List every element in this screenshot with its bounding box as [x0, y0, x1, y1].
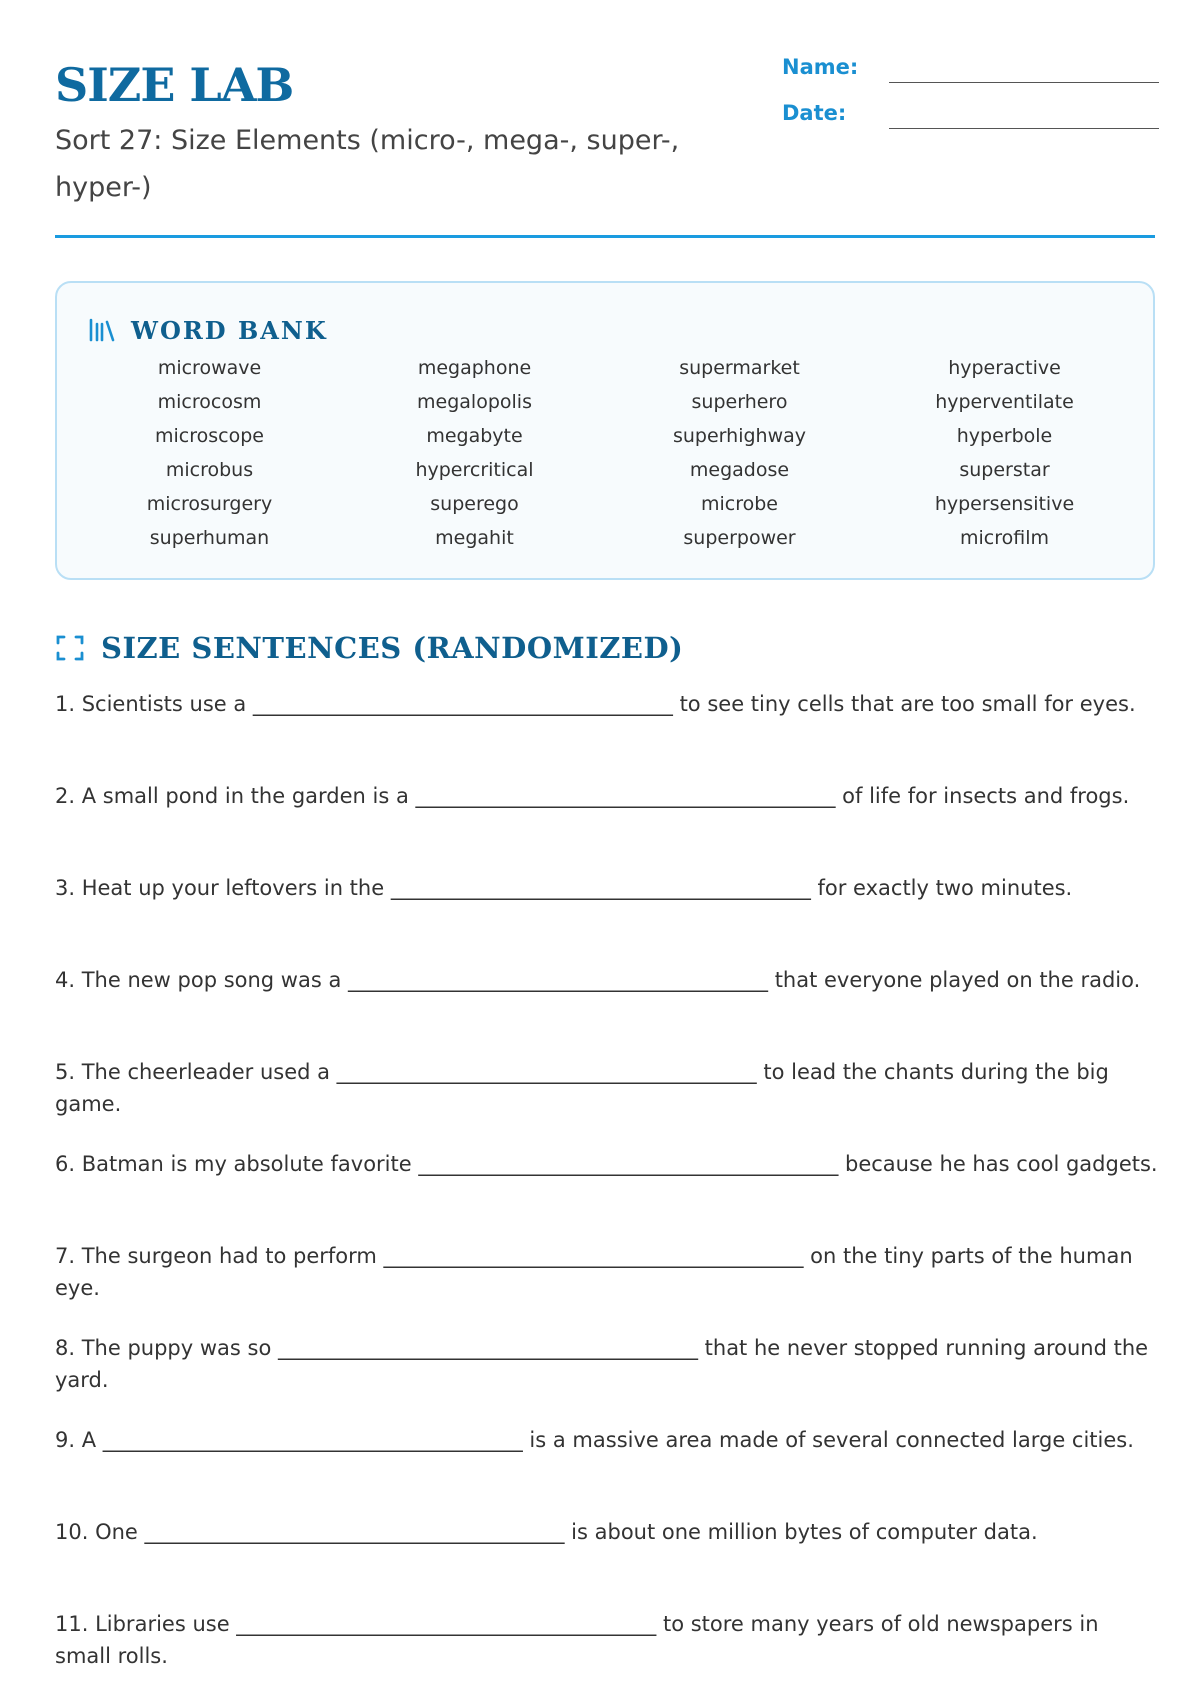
sentences-title: SIZE SENTENCES (RANDOMIZED) — [101, 631, 684, 665]
sentence-list — [55, 688, 1160, 1700]
word-bank-word: microbus — [165, 459, 254, 481]
word-bank-word: hyperactive — [948, 357, 1061, 379]
word-bank-word: hypercritical — [415, 459, 534, 481]
word-bank-word: microcosm — [157, 391, 262, 413]
word-bank-word: hyperbole — [956, 425, 1053, 447]
books-icon — [87, 316, 117, 344]
word-bank-word: microwave — [157, 357, 262, 379]
word-bank-title: WORD BANK — [131, 315, 328, 345]
sentences-header — [55, 628, 683, 668]
word-bank-word: superhuman — [149, 527, 270, 549]
sentence-item: 10. One ________________________________________ is about one million bytes of computer data. — [55, 1520, 1038, 1544]
word-bank-grid — [77, 356, 1137, 551]
sentence-item: 7. The surgeon had to perform ________________________________________ on the tiny parts of the human eye. — [55, 1244, 1133, 1300]
name-label: Name: — [782, 55, 859, 79]
sentence-item: 2. A small pond in the garden is a ________________________________________ of life for insects and frogs. — [55, 784, 1130, 808]
word-bank-word: hyperventilate — [935, 391, 1074, 413]
sentence-item: 8. The puppy was so ________________________________________ that he never stopped running around the yard. — [55, 1336, 1149, 1392]
word-bank-word: superhighway — [672, 425, 807, 447]
word-bank-word: megadose — [689, 459, 790, 481]
word-bank-word: superhero — [691, 391, 788, 413]
word-bank-word: superpower — [683, 527, 796, 549]
date-label: Date: — [782, 101, 847, 125]
word-bank-word: hypersensitive — [934, 493, 1075, 515]
word-bank-word: microscope — [155, 425, 264, 447]
sentence-item: 11. Libraries use ________________________________________ to store many years of old newspapers in small rolls. — [55, 1612, 1099, 1668]
sentence-item: 1. Scientists use a ________________________________________ to see tiny cells that are too small for eyes. — [55, 692, 1136, 716]
header-divider — [55, 235, 1155, 238]
page-title: SIZE LAB — [55, 58, 294, 112]
sentence-item: 5. The cheerleader used a ________________________________________ to lead the chants during the big game. — [55, 1060, 1109, 1116]
word-bank-word: superstar — [959, 459, 1050, 481]
sentence-item: 9. A ________________________________________ is a massive area made of several connected large cities. — [55, 1428, 1134, 1452]
word-bank-word: supermarket — [679, 357, 800, 379]
page-subtitle: Sort 27: Size Elements (micro-, mega-, super-, hyper-) — [55, 125, 680, 203]
word-bank-word: megabyte — [426, 425, 523, 447]
sentence-item: 6. Batman is my absolute favorite ________________________________________ because he has cool gadgets. — [55, 1152, 1158, 1176]
word-bank-header — [87, 313, 328, 347]
word-bank-word: superego — [430, 493, 519, 515]
word-bank-word: microsurgery — [146, 493, 273, 515]
word-bank-word: microbe — [700, 493, 778, 515]
word-bank-word: microfilm — [959, 527, 1049, 549]
word-bank-word: megalopolis — [417, 391, 532, 413]
sentence-item: 4. The new pop song was a ________________________________________ that everyone played on the radio. — [55, 968, 1141, 992]
word-bank-word: megaphone — [417, 357, 532, 379]
name-line — [889, 82, 1159, 83]
worksheet-header — [55, 55, 1155, 235]
date-line — [889, 128, 1159, 129]
word-bank-panel — [55, 281, 1155, 580]
sentence-item: 3. Heat up your leftovers in the ________________________________________ for exactly two minutes. — [55, 876, 1073, 900]
word-bank-word: megahit — [435, 527, 514, 549]
expand-frame-icon — [55, 633, 85, 663]
